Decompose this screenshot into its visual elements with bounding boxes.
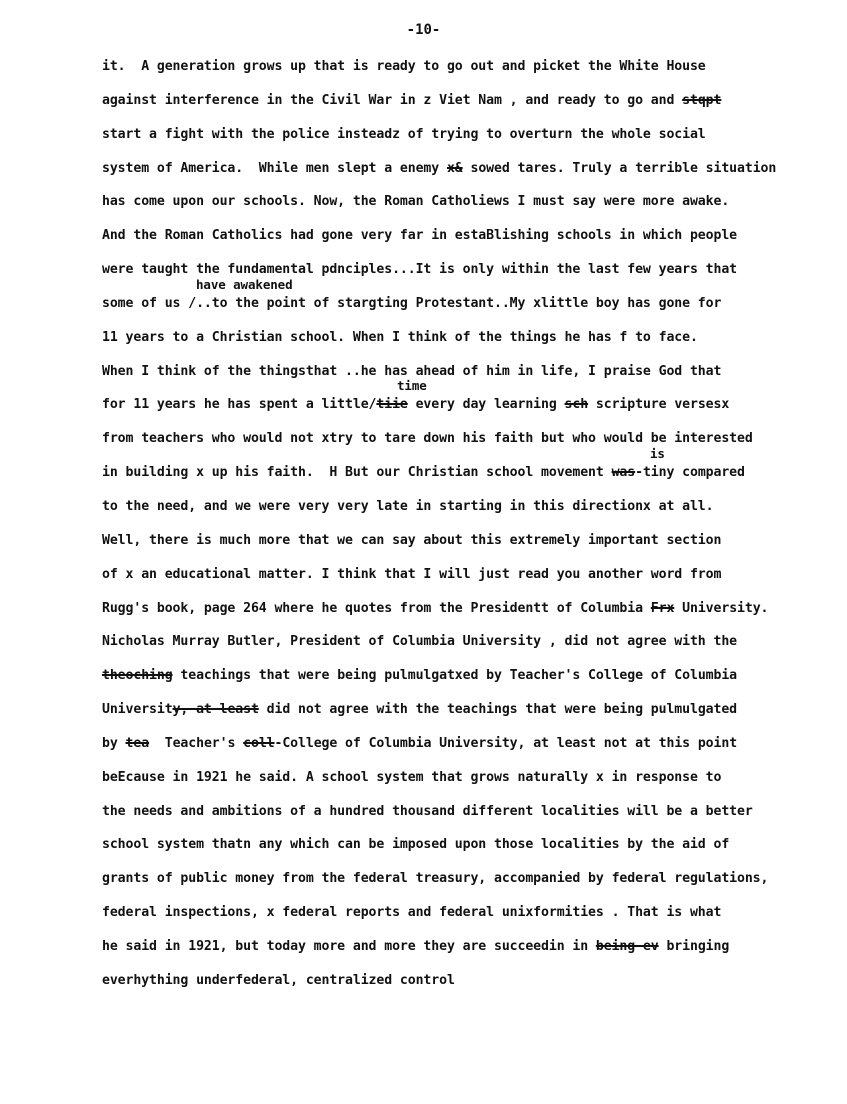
interlinear-insertion: is — [650, 446, 665, 462]
text-line-28: everhything underfederal, centralized control — [102, 972, 455, 988]
text-line-11 — [102, 378, 837, 430]
text-line-13-main: in building x up his faith. H But our Christian school movement — [102, 465, 612, 481]
text-line-10: When I think of the thingsthat ..he has ahead of him in life, I praise God that — [102, 363, 722, 379]
text-line-4-tail: sowed tares. Truly a terrible situation — [462, 160, 777, 176]
text-line-11-tail: scripture versesx — [588, 397, 730, 413]
text-line-17-main: Rugg's book, page 264 where he quotes from the Presidentt of Columbia — [102, 600, 651, 616]
text-line-21 — [102, 735, 837, 769]
text-line-20-main: Universit — [102, 702, 173, 718]
text-line-2-main: against interference in the Civil War in z Viet Nam , and ready to go and — [102, 92, 683, 108]
text-line-8-main: some of us /..to the point of stargting Protestant..My xlittle boy has gone for — [102, 295, 722, 311]
text-line-4 — [102, 160, 837, 194]
text-line-19 — [102, 667, 837, 701]
text-line-26: federal inspections, x federal reports and federal unixformities . That is what — [102, 905, 722, 921]
text-line-2 — [102, 92, 837, 126]
struck-text: stqpt — [682, 92, 722, 108]
text-line-3: start a fight with the police insteadz of trying to overturn the whole social — [102, 126, 706, 142]
text-line-6: And the Roman Catholics had gone very far in estaBlishing schools in which people — [102, 228, 738, 244]
text-line-27 — [102, 938, 837, 972]
text-line-15: Well, there is much more that we can say about this extremely important section — [102, 532, 722, 548]
struck-text: x& — [446, 160, 463, 176]
text-line-4-main: system of America. While men slept a enemy — [102, 160, 447, 176]
text-line-27-main: he said in 1921, but today more and more they are succeedin in — [102, 938, 596, 954]
text-line-20 — [102, 701, 837, 735]
struck-text: sch — [564, 397, 589, 413]
text-line-21-tail: -College of Columbia University, at least not at this point — [274, 735, 738, 751]
text-line-21-mid: Teacher's — [149, 735, 244, 751]
text-line-11-mid: every day learning — [407, 397, 565, 413]
text-line-8 — [102, 276, 837, 329]
text-line-23: the needs and ambitions of a hundred thousand different localities will be a better — [102, 803, 753, 819]
struck-text: tiie — [376, 397, 408, 413]
text-line-18: Nicholas Murray Butler, President of Columbia University , did not agree with the — [102, 634, 738, 650]
struck-text: coll — [243, 735, 275, 751]
struck-text: being ev — [595, 938, 659, 954]
text-line-16: of x an educational matter. I think that I will just read you another word from — [102, 566, 722, 582]
struck-text: theoching — [102, 668, 173, 684]
text-line-5: has come upon our schools. Now, the Roman Catholiews I must say were more awake. — [102, 194, 730, 210]
text-line-22: beEcause in 1921 he said. A school system that grows naturally x in response to — [102, 769, 722, 785]
text-line-25: grants of public money from the federal treasury, accompanied by federal regulations, — [102, 871, 769, 887]
text-line-19-tail: teachings that were being pulmulgatxed by Teacher's College of Columbia — [172, 668, 738, 684]
text-line-21-main: by — [102, 735, 126, 751]
text-line-9: 11 years to a Christian school. When I think of the things he has f to face. — [102, 329, 698, 345]
text-line-11-main: for 11 years he has spent a little/ — [102, 397, 377, 413]
text-line-1: it. A generation grows up that is ready to go out and picket the White House — [102, 59, 706, 74]
text-line-12: from teachers who would not xtry to tare down his faith but who would be interested — [102, 431, 753, 447]
text-line-20-tail: did not agree with the teachings that were being pulmulgated — [258, 702, 738, 718]
body-text — [102, 58, 837, 1006]
text-line-24: school system thatn any which can be imposed upon those localities by the aid of — [102, 837, 730, 853]
struck-text: was — [611, 465, 636, 481]
text-line-17 — [102, 600, 837, 634]
interlinear-insertion: time — [397, 378, 427, 394]
page-number: -10- — [406, 22, 441, 38]
text-line-13-tail: -tiny compared — [635, 465, 745, 481]
struck-text: y, at least — [172, 702, 259, 718]
text-line-14: to the need, and we were very very late in starting in this directionx at all. — [102, 498, 714, 514]
text-line-27-tail: bringing — [658, 938, 730, 954]
text-line-17-tail: University. — [674, 600, 769, 616]
text-line-7: were taught the fundamental pdnciples...It is only within the last few years that — [102, 262, 738, 278]
text-line-13 — [102, 446, 837, 498]
struck-text: Frx — [650, 600, 675, 616]
interlinear-insertion: have awakened — [196, 276, 293, 292]
struck-text: tea — [125, 735, 150, 751]
